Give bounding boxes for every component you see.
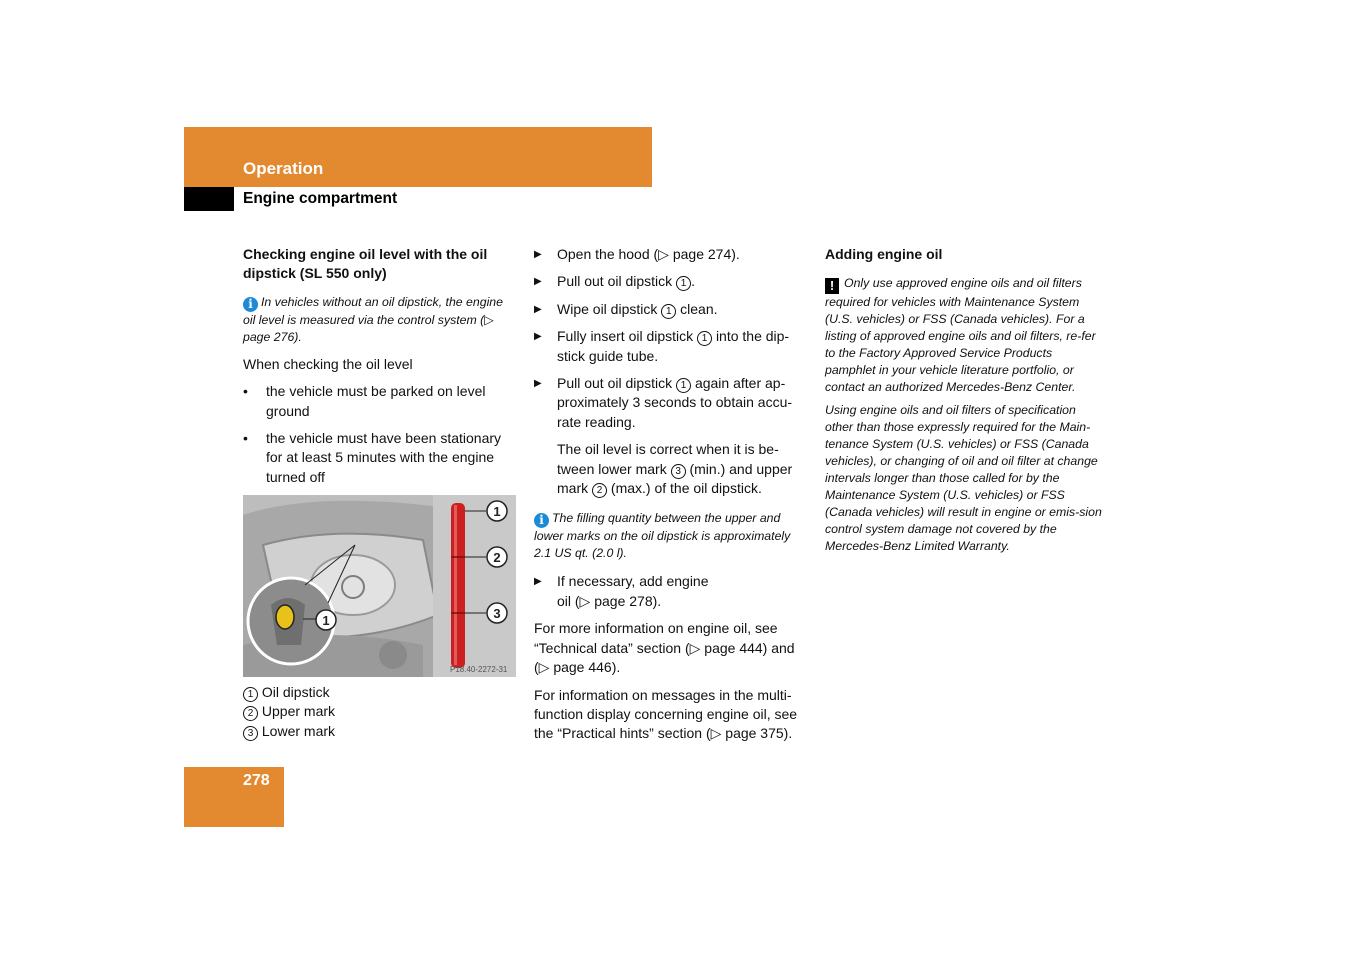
- legend-label: Oil dipstick: [261, 684, 330, 700]
- section-heading: Checking engine oil level with the oil dipstick (SL 550 only): [243, 246, 488, 282]
- svg-text:1: 1: [322, 613, 330, 628]
- legend-label: Upper mark: [261, 703, 336, 720]
- triangle-right-icon: ▶: [534, 331, 542, 343]
- section-title: Operation: [243, 159, 324, 178]
- number-circle-icon: 1: [676, 276, 691, 291]
- info-icon: i: [534, 513, 549, 528]
- intro-text: When checking the oil level: [243, 355, 413, 372]
- subsection-title: Engine compartment: [243, 190, 398, 207]
- callout-3: [487, 603, 507, 623]
- number-circle-icon: 3: [243, 726, 258, 741]
- legend-item: [243, 702, 518, 721]
- figure-code: P18.40-2272-31: [450, 665, 508, 674]
- number-circle-icon: 1: [661, 304, 676, 319]
- number-circle-icon: 2: [592, 483, 607, 498]
- legend-item: [243, 683, 518, 702]
- column-2: [534, 245, 809, 744]
- result-text-part: (max.) of the oil dipstick.: [610, 480, 762, 497]
- step-item: [534, 272, 809, 291]
- figure-legend: [243, 683, 518, 741]
- legend-label: Lower mark: [261, 722, 336, 739]
- triangle-right-icon: ▶: [534, 249, 542, 260]
- step-text: Fully insert oil dipstick: [557, 328, 694, 345]
- callout-2: [487, 547, 507, 567]
- list-item: [243, 382, 518, 421]
- step-text: .: [691, 273, 695, 290]
- column-3: [825, 245, 1105, 555]
- callout-1-top: [487, 501, 507, 521]
- svg-text:3: 3: [493, 606, 501, 621]
- number-circle-icon: 1: [243, 687, 258, 702]
- result-text-part: The oil level is correct when it is be-tween lower mark: [557, 441, 779, 477]
- triangle-right-icon: ▶: [534, 276, 542, 288]
- number-circle-icon: 1: [697, 331, 712, 346]
- number-circle-icon: 2: [243, 706, 258, 721]
- bullet-icon: •: [243, 430, 248, 447]
- step-text: clean.: [680, 300, 718, 317]
- triangle-right-icon: ▶: [534, 303, 542, 315]
- warning-icon: !: [825, 278, 839, 294]
- number-circle-icon: 1: [676, 378, 691, 393]
- paragraph: For more information on engine oil, see “Technical data” section (▷ page 444) and (▷ page 446).: [534, 620, 795, 676]
- step-item: [534, 572, 809, 611]
- step-item: [534, 327, 809, 366]
- legend-item: [243, 722, 518, 741]
- page-number: 278: [243, 772, 270, 789]
- engine-illustration: [243, 495, 516, 677]
- info-note-text: The filling quantity between the upper and lower marks on the oil dipstick is approximately 2.1 US qt. (2.0 l).: [534, 511, 791, 561]
- paragraph: For information on messages in the multi-function display concerning engine oil, see the “Practical hints” section (▷ page 375).: [534, 686, 798, 742]
- warning-text: Only use approved engine oils and oil filters required for vehicles with Maintenance System (U.S. vehicles) or FSS (Canada vehicles). For a listing of approved engine oils and oil filters, re-fer to the Factory Approved Service Products pamphlet in your vehicle literature portfolio, or contact an authorized Mercedes-Benz Center.: [825, 276, 1096, 395]
- section-heading: Adding engine oil: [825, 246, 943, 262]
- column-1: [243, 245, 518, 487]
- header-marker: [184, 187, 234, 211]
- step-item: [534, 300, 809, 319]
- triangle-right-icon: ▶: [534, 378, 542, 390]
- warning-note: [825, 275, 1105, 396]
- svg-text:2: 2: [493, 550, 501, 565]
- step-text: Open the hood (▷ page 274).: [557, 246, 740, 262]
- result-text: [534, 440, 809, 498]
- callout-1-inset: [316, 610, 336, 630]
- list-item-text: the vehicle must be parked on level ground: [266, 383, 486, 419]
- list-item: [243, 429, 518, 487]
- bullet-icon: •: [243, 383, 248, 400]
- info-note-text: In vehicles without an oil dipstick, the engine oil level is measured via the control system (▷ page 276).: [243, 294, 503, 344]
- step-text: Wipe oil dipstick: [557, 300, 658, 317]
- number-circle-icon: 3: [671, 464, 686, 479]
- step-text: again after ap-proximately 3 seconds to obtain accu-rate reading.: [557, 375, 793, 430]
- step-text: into the dip-stick guide tube.: [557, 328, 790, 364]
- list-item-text: the vehicle must have been stationary for at least 5 minutes with the engine turned off: [266, 430, 502, 485]
- step-item: [534, 374, 809, 432]
- step-item: [534, 245, 809, 264]
- warning-note-continued: Using engine oils and oil filters of specification other than those expressly required for the Main-tenance System (U.S. vehicles) or FSS (Canada vehicles), or changing of oil and oil filter at change intervals longer than those called for by the Maintenance System (U.S. vehicles) or FSS (Canada vehicles) will result in engine or emis-sion control system damage not covered by the Mercedes-Benz Limited Warranty.: [825, 403, 1102, 554]
- step-text: Pull out oil dipstick: [557, 375, 673, 392]
- triangle-right-icon: ▶: [534, 576, 542, 588]
- svg-text:1: 1: [493, 504, 501, 519]
- info-note: [534, 510, 809, 562]
- info-note: [243, 294, 518, 346]
- engine-photo: [243, 495, 516, 677]
- result-text-part: (min.) and upper mark: [557, 460, 793, 497]
- step-text: If necessary, add engine oil (▷ page 278).: [557, 573, 709, 609]
- info-icon: i: [243, 297, 258, 312]
- step-text: Pull out oil dipstick: [557, 273, 673, 290]
